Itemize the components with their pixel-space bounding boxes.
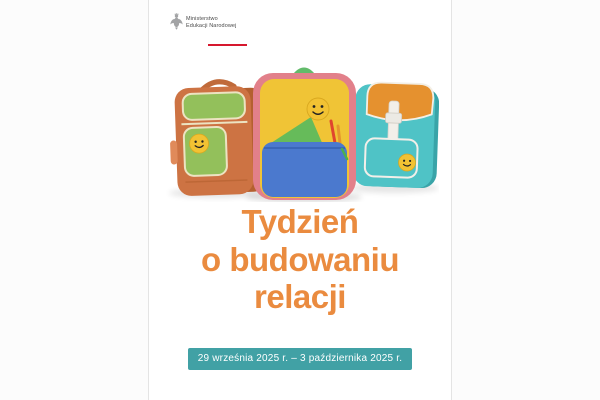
smiley-icon xyxy=(398,154,416,172)
ministry-logo-line1: Ministerstwo xyxy=(186,16,218,22)
backpacks-illustration xyxy=(162,55,439,202)
ministry-logo-line2: Edukacji Narodowej xyxy=(186,22,237,29)
title-line-1: Tydzień xyxy=(241,203,359,240)
title-line-3: relacji xyxy=(254,278,346,315)
backpack-right xyxy=(352,82,439,189)
title-line-2: o budowaniu xyxy=(201,240,399,278)
smiley-icon xyxy=(189,134,209,154)
backpack-center xyxy=(253,70,356,200)
date-badge: 29 września 2025 r. – 3 października 2025 r. xyxy=(188,348,412,370)
smiley-icon xyxy=(307,98,329,120)
ministry-logo xyxy=(170,13,236,30)
polish-eagle-icon xyxy=(170,13,183,30)
poster-title xyxy=(149,203,451,316)
poster-page xyxy=(148,0,452,400)
badge-row xyxy=(149,348,451,370)
ministry-logo-text xyxy=(186,13,236,29)
backpack-left xyxy=(168,80,268,196)
logo-flag-underline xyxy=(208,44,247,46)
